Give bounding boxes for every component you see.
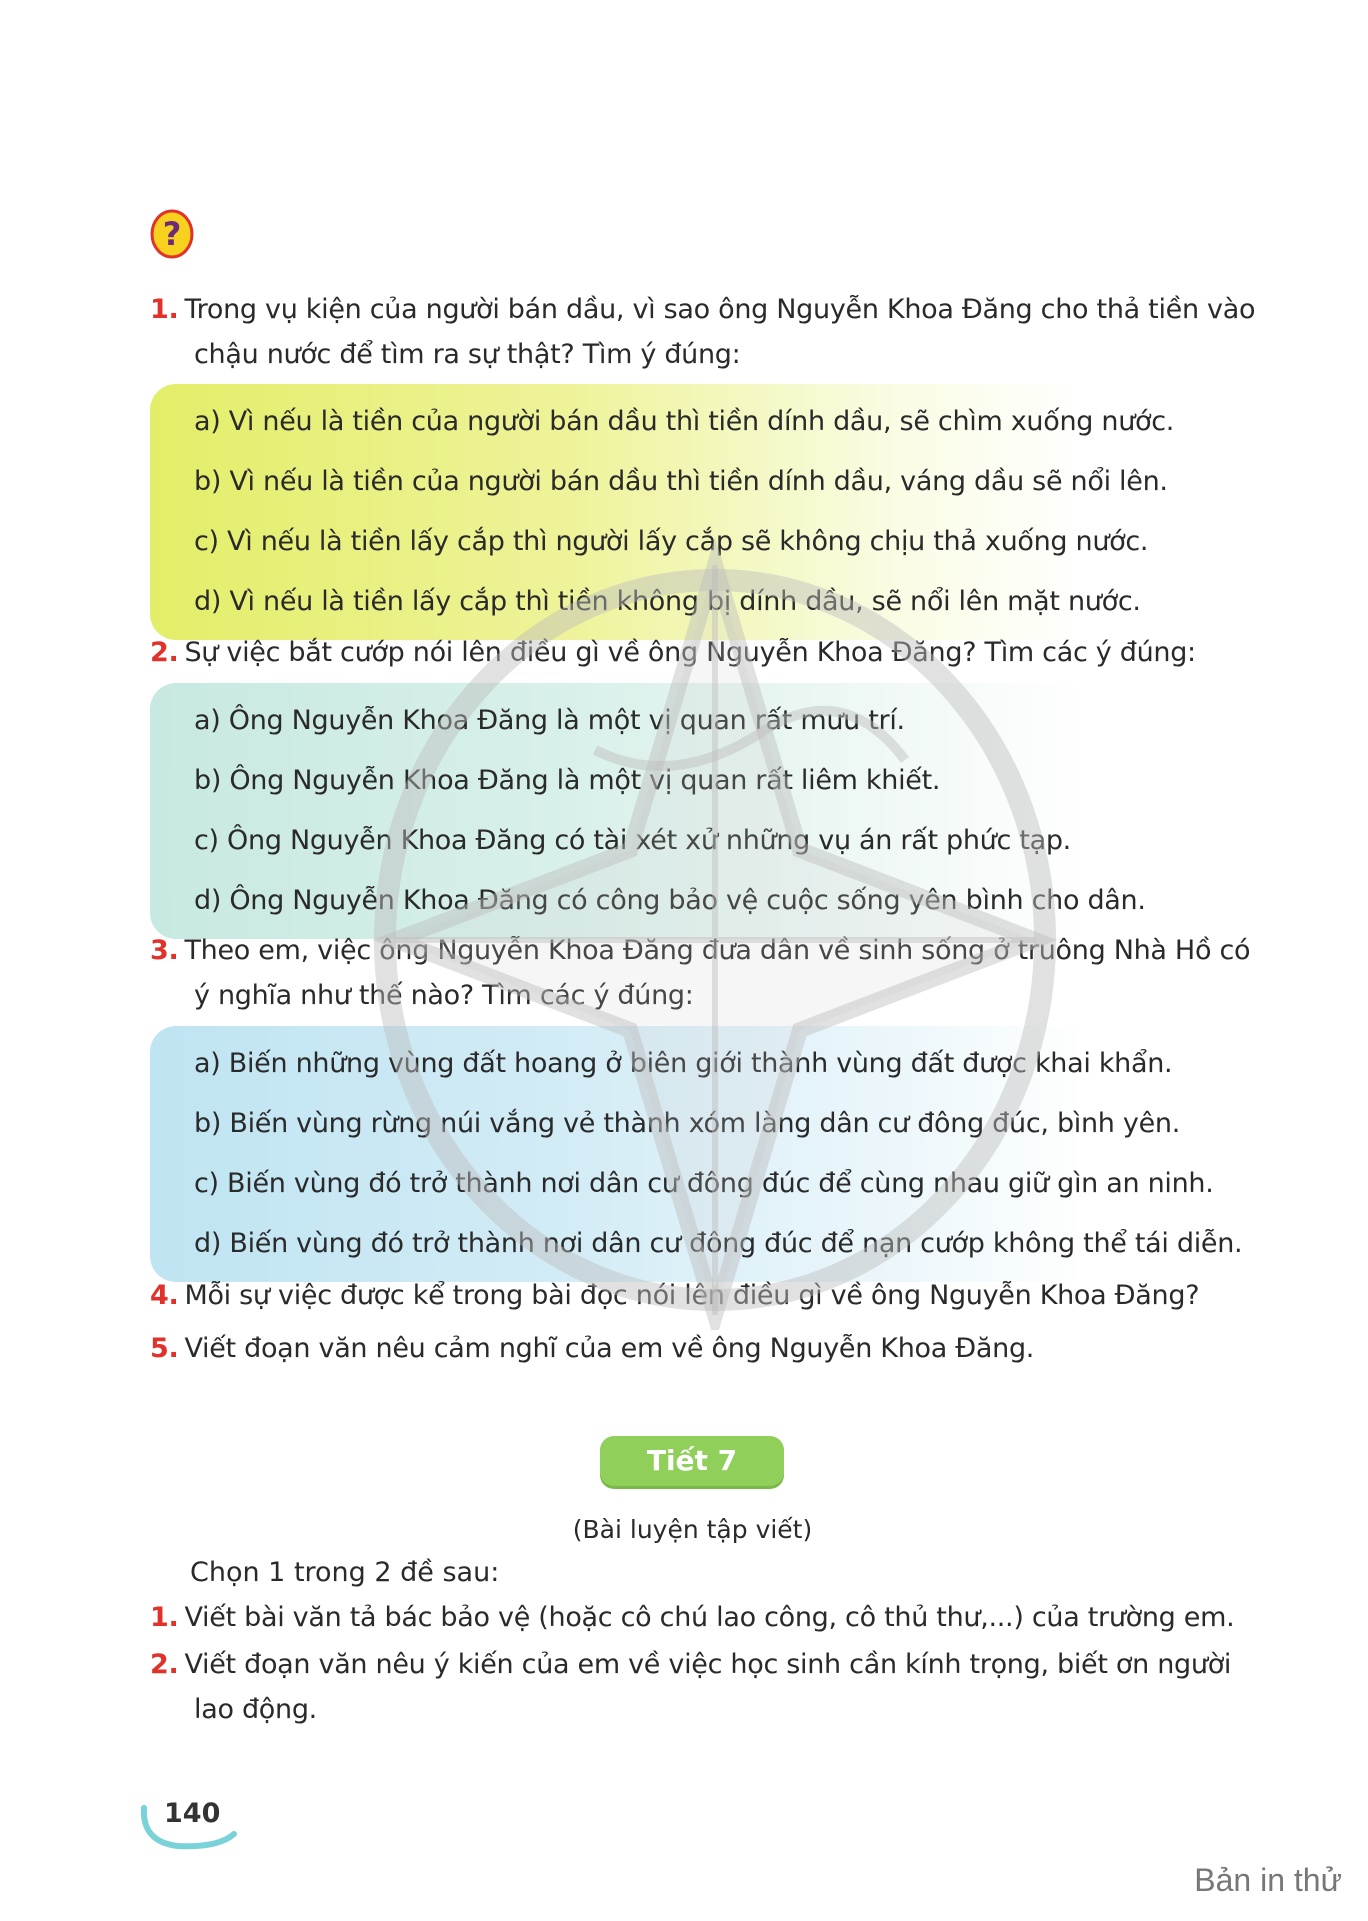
question-icon [150, 209, 194, 259]
question-text: Viết đoạn văn nêu cảm nghĩ của em về ông Nguyễn Khoa Đăng. [184, 1333, 1035, 1364]
task-1 [150, 1595, 1258, 1640]
option-1c: c) Vì nếu là tiền lấy cắp thì người lấy cắp sẽ không chịu thả xuống nước. [194, 526, 1149, 557]
option-3c: c) Biến vùng đó trở thành nơi dân cư đông đúc để cùng nhau giữ gìn an ninh. [194, 1168, 1214, 1199]
question-2 [150, 630, 1258, 675]
task-text: Viết bài văn tả bác bảo vệ (hoặc cô chú lao công, cô thủ thư,...) của trường em. [184, 1602, 1235, 1633]
question-1 [150, 287, 1258, 377]
options-box-3 [150, 1026, 1243, 1282]
question-3 [150, 928, 1258, 1018]
option-1b: b) Vì nếu là tiền của người bán dầu thì tiền dính dầu, váng dầu sẽ nổi lên. [194, 466, 1168, 497]
options-box-1 [150, 384, 1175, 640]
question-text-cont: chậu nước để tìm ra sự thật? Tìm ý đúng: [194, 339, 741, 370]
option-3a: a) Biến những vùng đất hoang ở biên giới thành vùng đất được khai khẩn. [194, 1048, 1173, 1079]
page-number: 140 [164, 1798, 221, 1829]
lesson-badge: Tiết 7 [600, 1436, 784, 1486]
question-text: Trong vụ kiện của người bán dầu, vì sao ông Nguyễn Khoa Đăng cho thả tiền vào [184, 294, 1256, 325]
question-text: Sự việc bắt cướp nói lên điều gì về ông Nguyễn Khoa Đăng? Tìm các ý đúng: [184, 637, 1196, 668]
svg-text:?: ? [162, 215, 182, 253]
option-2a: a) Ông Nguyễn Khoa Đăng là một vị quan rất mưu trí. [194, 705, 905, 736]
question-number: 2. [150, 637, 179, 668]
question-number: 4. [150, 1280, 179, 1311]
option-1a: a) Vì nếu là tiền của người bán dầu thì tiền dính dầu, sẽ chìm xuống nước. [194, 406, 1175, 437]
task-text: Viết đoạn văn nêu ý kiến của em về việc học sinh cần kính trọng, biết ơn người [184, 1649, 1232, 1680]
task-number: 1. [150, 1602, 179, 1633]
lesson-subtitle: (Bài luyện tập viết) [572, 1515, 813, 1544]
option-2b: b) Ông Nguyễn Khoa Đăng là một vị quan rất liêm khiết. [194, 765, 941, 796]
task-number: 2. [150, 1649, 179, 1680]
task-2 [150, 1642, 1258, 1732]
question-5 [150, 1326, 1258, 1371]
option-3b: b) Biến vùng rừng núi vắng vẻ thành xóm làng dân cư đông đúc, bình yên. [194, 1108, 1180, 1139]
options-box-2 [150, 683, 1146, 939]
question-text-cont: ý nghĩa như thế nào? Tìm các ý đúng: [194, 980, 694, 1011]
question-4 [150, 1273, 1258, 1318]
question-number: 1. [150, 294, 179, 325]
question-number: 5. [150, 1333, 179, 1364]
task-text-cont: lao động. [194, 1694, 317, 1725]
option-1d: d) Vì nếu là tiền lấy cắp thì tiền không bị dính dầu, sẽ nổi lên mặt nước. [194, 586, 1141, 617]
draft-label: Bản in thử [1194, 1862, 1342, 1898]
option-2d: d) Ông Nguyễn Khoa Đăng có công bảo vệ cuộc sống yên bình cho dân. [194, 885, 1146, 916]
question-number: 3. [150, 935, 179, 966]
question-text: Mỗi sự việc được kể trong bài đọc nói lên điều gì về ông Nguyễn Khoa Đăng? [184, 1280, 1200, 1311]
lesson-intro: Chọn 1 trong 2 đề sau: [190, 1557, 500, 1588]
option-2c: c) Ông Nguyễn Khoa Đăng có tài xét xử những vụ án rất phức tạp. [194, 825, 1071, 856]
option-3d: d) Biến vùng đó trở thành nơi dân cư đông đúc để nạn cướp không thể tái diễn. [194, 1228, 1243, 1259]
question-text: Theo em, việc ông Nguyễn Khoa Đăng đưa dân về sinh sống ở truông Nhà Hồ có [184, 935, 1251, 966]
